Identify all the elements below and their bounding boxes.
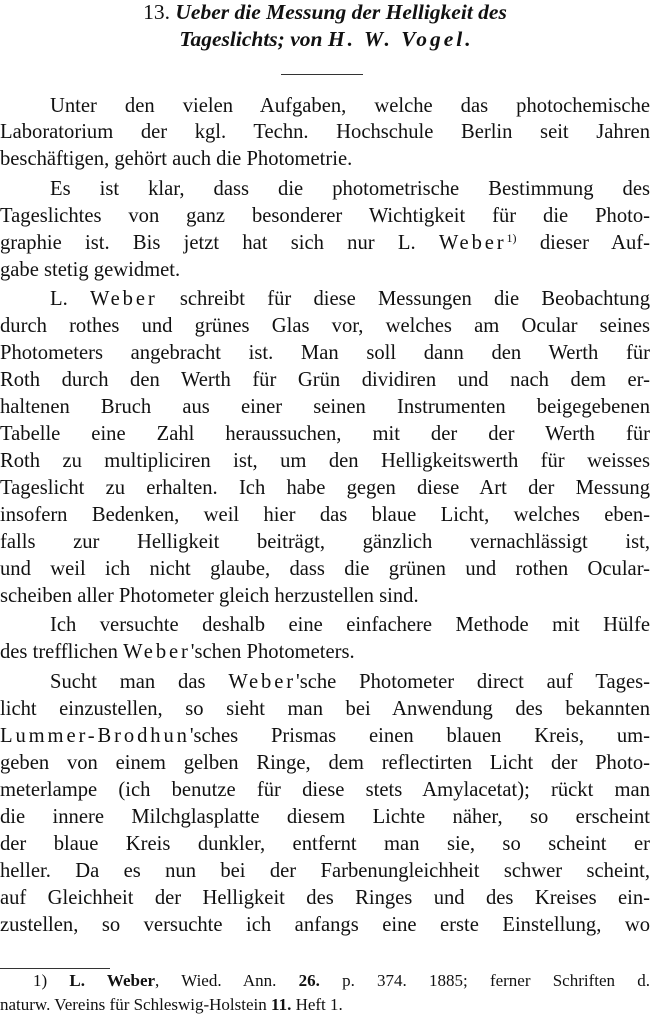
text-line: zustellen, so versuchte ich anfangs eine erste Einstellung, wo [0,914,650,936]
article-title-part1: Ueber die Messung der Helligkeit des [175,0,507,24]
name-lummer-brodhun: Lummer-Brodhun [0,725,190,747]
text-line: Photometers angebracht ist. Man soll dann den Werth für [0,342,650,364]
article-heading-line2: Tageslichts; von H. W. Vogel. [179,27,471,51]
text-line: graphie ist. Bis jetzt hat sich nur L. Weber$^{1)}$ dieser Auf- [0,231,650,254]
name-weber: Weber [438,232,507,254]
name-weber: Weber [228,671,296,693]
text-line: beschäftigen, gehört auch die Photometrie. [0,148,353,170]
title-divider [281,74,363,75]
text-line: L. Weber schreibt für diese Messungen die Beobachtung [50,288,650,310]
footnote-mark: 1) [33,971,48,990]
text-line: Tageslichtes von ganz besonderer Wichtigkeit für die Photo- [0,205,650,227]
text-line: gabe stetig gewidmet. [0,259,181,281]
text-line: die innere Milchglasplatte diesem Lichte näher, so erscheint [0,806,650,828]
footnote-divider [0,968,110,969]
text-line: Lummer-Brodhun'sches Prismas einen blauen Kreis, um- [0,725,650,747]
text-line: geben von einem gelben Ringe, dem reflectirten Licht der Photo- [0,752,650,774]
text-line: Tabelle eine Zahl heraussuchen, mit der der Werth für [0,423,650,445]
text-line: und weil ich nicht glaube, dass die grünen und rothen Ocular- [0,558,650,580]
text-line: scheiben aller Photometer gleich herzustellen sind. [0,585,419,607]
article-heading-line1 [0,0,650,26]
text-line: Tageslicht zu erhalten. Ich habe gegen diese Art der Messung [0,477,650,499]
article-number: 13. [143,0,171,24]
footnote-author: L. Weber [69,971,156,990]
text-line: Roth durch den Werth für Grün dividiren und nach dem er- [0,369,650,391]
text-line: haltenen Bruch aus einer seinen Instrumenten beigegebenen [0,396,650,418]
name-weber: Weber [123,641,191,663]
text-line: heller. Da es nun bei der Farbenungleichheit schwer scheint, [0,860,650,882]
text-line: Es ist klar, dass die photometrische Bestimmung des [50,178,650,200]
article-author: H. W. Vogel [327,27,466,51]
text-line: insofern Bedenken, weil hier das blaue Licht, welches eben- [0,504,650,526]
text-line: Laboratorium der kgl. Techn. Hochschule Berlin seit Jahren [0,121,650,143]
text-line: Sucht man das Weber'sche Photometer direct auf Tages- [50,671,650,693]
text-line: Unter den vielen Aufgaben, welche das photochemische [50,95,650,117]
name-weber: Weber [89,288,158,310]
text-line: Ich versuchte deshalb eine einfachere Methode mit Hülfe [50,614,650,636]
footnote-ref: 1) [506,231,517,245]
text-line: der blaue Kreis dunkler, entfernt man sie, so scheint er [0,833,650,855]
text-line: licht einzustellen, so sieht man bei Anwendung des bekannten [0,698,650,720]
article-title-part2: Tageslichts; von [179,27,328,51]
text-line: des trefflichen Weber'schen Photometers. [0,641,355,663]
text-line: auf Gleichheit der Helligkeit des Ringes und des Kreises ein- [0,887,650,909]
text-line: Roth zu multipliciren ist, um den Helligkeitswerth für weisses [0,450,650,472]
text-line: falls zur Helligkeit beiträgt, gänzlich vernachlässigt ist, [0,531,650,553]
footnote-line2: naturw. Vereins für Schleswig-Holstein 11. Heft 1. [0,995,343,1014]
text-line: meterlampe (ich benutze für diese stets Amylacetat); rückt man [0,779,650,801]
text-line: durch rothes und grünes Glas vor, welches am Ocular seines [0,315,650,337]
footnote-line1: 1) L. Weber, Wied. Ann. 26. p. 374. 1885; ferner Schriften d. [33,971,650,990]
